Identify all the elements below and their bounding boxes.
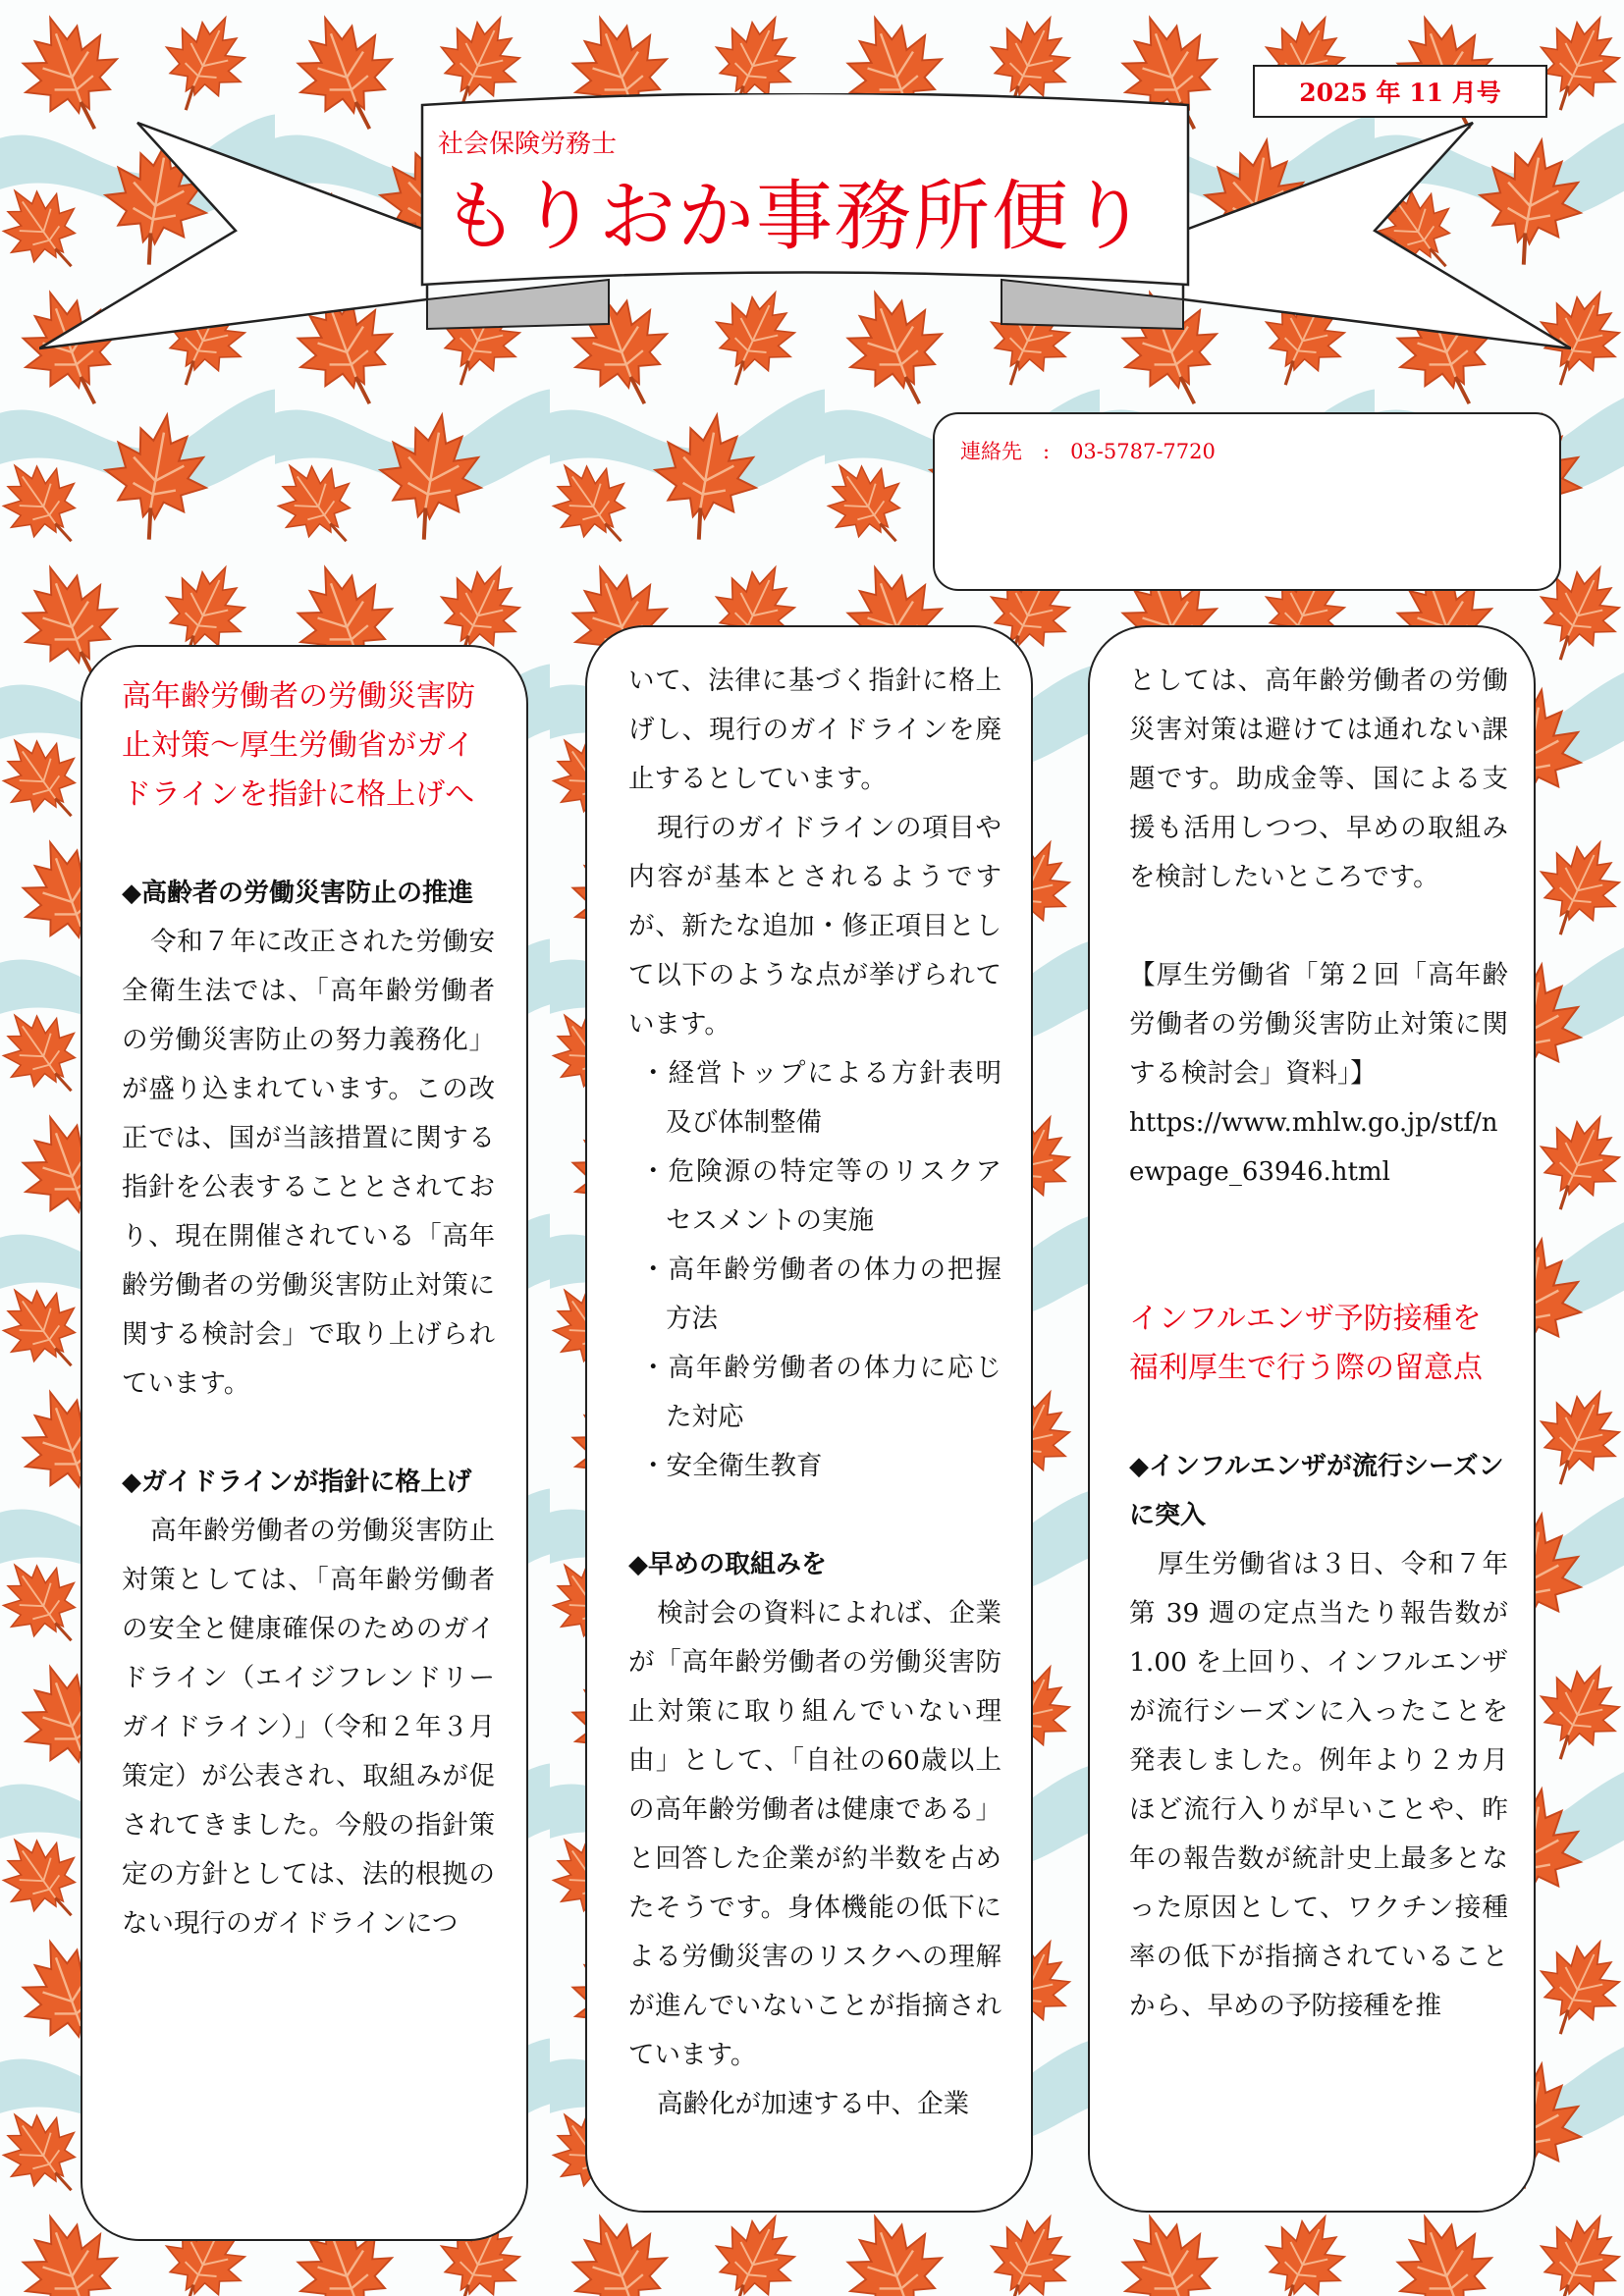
paragraph: 厚生労働省は３日、令和７年第 39 週の定点当たり報告数が 1.00 を上回り、インフルエンザが流行シーズンに入ったことを発表しました。例年より２カ月ほど流行入りが早いことや、昨年の報告数が統計史上最多となった原因として、ワクチン接種率の低下が指摘されていることから、早めの予防接種を推 [1129, 1549, 1508, 2021]
issue-date-badge: 2025 年 11 月号 [1253, 65, 1547, 118]
article-column-2 [585, 625, 1033, 2213]
office-subtitle: 社会保険労務士 [438, 130, 618, 159]
paragraph: 検討会の資料によれば、企業が「高年齢労働者の労働災害防止対策に取り組んでいない理由」として、「自社の60歳以上の高年齢労働者は健康である」と回答した企業が約半数を占めたそうです。身体機能の低下による労働災害のリスクへの理解が進んでいないことが指摘されています。 [628, 1598, 1001, 2070]
article-column-1 [81, 645, 528, 2241]
article-column-3 [1088, 625, 1536, 2213]
article-title: インフルエンザ予防接種を福利厚生で行う際の留意点 [1129, 1302, 1483, 1385]
paragraph: いて、法律に基づく指針に格上げし、現行のガイドラインを廃止するとしています。 [628, 666, 1001, 794]
contact-box [933, 412, 1561, 591]
paragraph: としては、高年齢労働者の労働災害対策は避けては通れない課題です。助成金等、国による支援も活用しつつ、早めの取組みを検討したいところです。 [1129, 666, 1508, 892]
paragraph: 高年齢労働者の労働災害防止対策としては、「高年齢労働者の安全と健康確保のためのガイドライン（エイジフレンドリーガイドライン）」（令和２年３月策定）が公表され、取組みが促されてきました。今般の指針策定の方針としては、法的根拠のない現行のガイドラインにつ [122, 1516, 495, 1939]
list-item: ・高年齢労働者の体力に応じた対応 [640, 1353, 1001, 1432]
section-heading: ◆インフルエンザが流行シーズンに突入 [1129, 1452, 1504, 1530]
paragraph: 高齢化が加速する中、企業 [657, 2089, 970, 2119]
paragraph: 現行のガイドラインの項目や内容が基本とされるようですが、新たな追加・修正項目として以下のような点が挙げられています。 [628, 813, 1001, 1040]
section-heading: ◆高齢者の労働災害防止の推進 [122, 879, 473, 908]
list-item: ・高年齢労働者の体力の把握方法 [640, 1255, 1001, 1334]
section-heading: ◆早めの取組みを [628, 1550, 827, 1579]
contact-phone: 連絡先 : 03-5787-7720 [960, 440, 1216, 463]
source-url[interactable]: https://www.mhlw.go.jp/stf/newpage_63946.html [1129, 1108, 1498, 1187]
list-item: ・経営トップによる方針表明及び体制整備 [640, 1058, 1001, 1138]
source-citation: 【厚生労働省「第２回「高年齢労働者の労働災害防止対策に関する検討会」資料」】 [1129, 960, 1508, 1089]
article-title: 高年齢労働者の労働災害防止対策～厚生労働省がガイドラインを指針に格上げへ [122, 679, 475, 812]
list-item: ・危険源の特定等のリスクアセスメントの実施 [640, 1156, 1001, 1236]
office-title: もりおか事務所便り [441, 173, 1149, 261]
paragraph: 令和７年に改正された労働安全衛生法では、「高年齢労働者の労働災害防止の努力義務化」が盛り込まれています。この改正では、国が当該措置に関する指針を公表することとされており、現在開催されている「高年齢労働者の労働災害防止対策に関する検討会」で取り上げられています。 [122, 927, 495, 1399]
section-heading: ◆ガイドラインが指針に格上げ [122, 1468, 472, 1497]
list-item: ・安全衛生教育 [640, 1451, 823, 1481]
